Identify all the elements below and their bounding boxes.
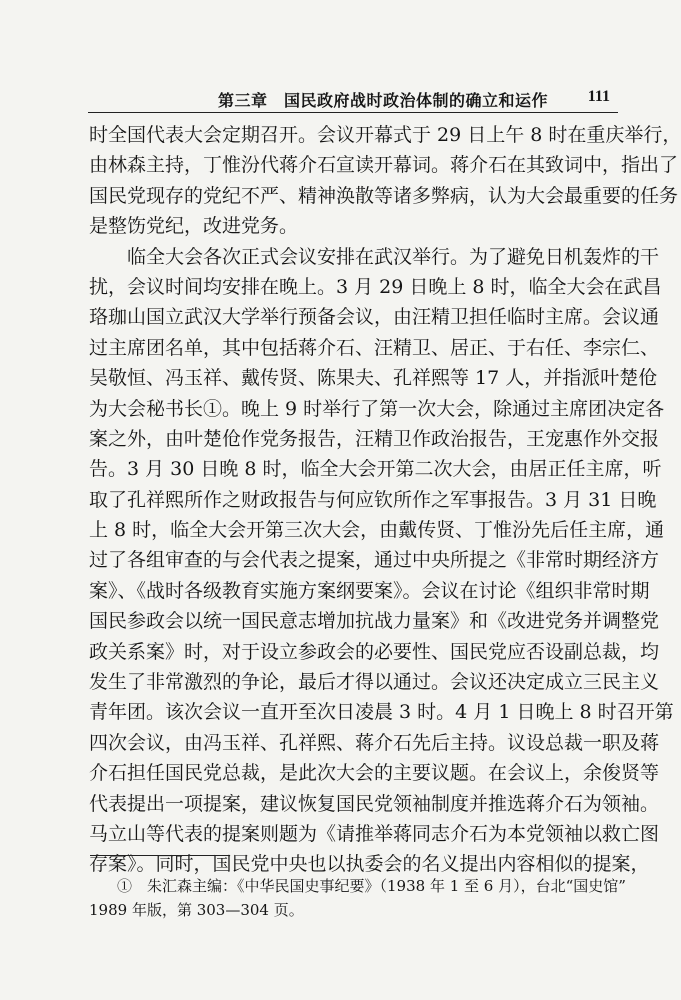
text-line: 吴敬恒、冯玉祥、戴传贤、陈果夫、孔祥熙等 17 人，并指派叶楚伧 bbox=[89, 367, 658, 390]
text-line: 上 8 时，临全大会开第三次大会，由戴传贤、丁惟汾先后任主席，通 bbox=[89, 519, 665, 542]
text-line: 珞珈山国立武汉大学举行预备会议，由汪精卫担任临时主席。会议通 bbox=[89, 306, 660, 329]
text-line: 时全国代表大会定期召开。会议开幕式于 29 日上午 8 时在重庆举行， bbox=[89, 124, 681, 146]
text-line: 是整饬党纪，改进党务。 bbox=[89, 215, 299, 238]
text-line: 为大会秘书长①。晚上 9 时举行了第一次大会，除通过主席团决定各 bbox=[89, 397, 665, 420]
text-line: 国民参政会以统一国民意志增加抗战力量案》和《改进党务并调整党 bbox=[89, 610, 660, 633]
text-line: 扰，会议时间均安排在晚上。3 月 29 日晚上 8 时，临全大会在武昌 bbox=[89, 275, 662, 298]
text-line: 青年团。该次会议一直开至次日凌晨 3 时。4 月 1 日晚上 8 时召开第 bbox=[89, 701, 674, 724]
text-line: 案》、《战时各级教育实施方案纲要案》。会议在讨论《组织非常时期 bbox=[89, 579, 650, 602]
page-number: 111 bbox=[587, 88, 610, 105]
body-text bbox=[89, 120, 681, 880]
text-line: 临全大会各次正式会议安排在武汉举行。为了避免日机轰炸的干 bbox=[127, 245, 660, 268]
text-line: 国民党现存的党纪不严、精神涣散等诸多弊病，认为大会最重要的任务 bbox=[89, 184, 679, 207]
text-line: 政关系案》时，对于设立参政会的必要性、国民党应否设副总裁，均 bbox=[89, 640, 660, 663]
text-line: 案之外，由叶楚伧作党务报告，汪精卫作政治报告，王宠惠作外交报 bbox=[89, 427, 660, 450]
text-line: 代表提出一项提案，建议恢复国民党领袖制度并推选蒋介石为领袖。 bbox=[89, 792, 660, 815]
text-line: 取了孔祥熙所作之财政报告与何应钦所作之军事报告。3 月 31 日晚 bbox=[89, 488, 657, 511]
footnote-divider bbox=[90, 855, 230, 856]
footnote-line: ① 朱汇森主编：《中华民国史事纪要》（1938 年 1 至 6 月），台北“国史馆” bbox=[117, 877, 626, 895]
text-line: 过主席团名单，其中包括蒋介石、汪精卫、居正、于右任、李宗仁、 bbox=[89, 336, 660, 359]
chapter-title: 第三章 国民政府战时政治体制的确立和运作 bbox=[218, 91, 549, 110]
text-line: 存案》。同时，国民党中央也以执委会的名义提出内容相似的提案， bbox=[89, 853, 650, 876]
text-line: 过了各组审查的与会代表之提案，通过中央所提之《非常时期经济方 bbox=[89, 549, 660, 572]
text-line: 由林森主持，丁惟汾代蒋介石宣读开幕词。蒋介石在其致词中，指出了 bbox=[89, 154, 679, 177]
footnote bbox=[89, 874, 626, 922]
text-line: 马立山等代表的提案则题为《请推举蒋同志介石为本党领袖以救亡图 bbox=[89, 822, 660, 845]
text-line: 告。3 月 30 日晚 8 时，临全大会开第二次大会，由居正任主席，听 bbox=[89, 458, 662, 481]
text-line: 介石担任国民党总裁，是此次大会的主要议题。在会议上，余俊贤等 bbox=[89, 762, 660, 785]
text-line: 四次会议，由冯玉祥、孔祥熙、蒋介石先后主持。议设总裁一职及蒋 bbox=[89, 731, 660, 754]
text-line: 发生了非常激烈的争论，最后才得以通过。会议还决定成立三民主义 bbox=[89, 671, 660, 694]
footnote-line: 1989 年版，第 303—304 页。 bbox=[89, 901, 304, 919]
running-header bbox=[88, 82, 618, 113]
